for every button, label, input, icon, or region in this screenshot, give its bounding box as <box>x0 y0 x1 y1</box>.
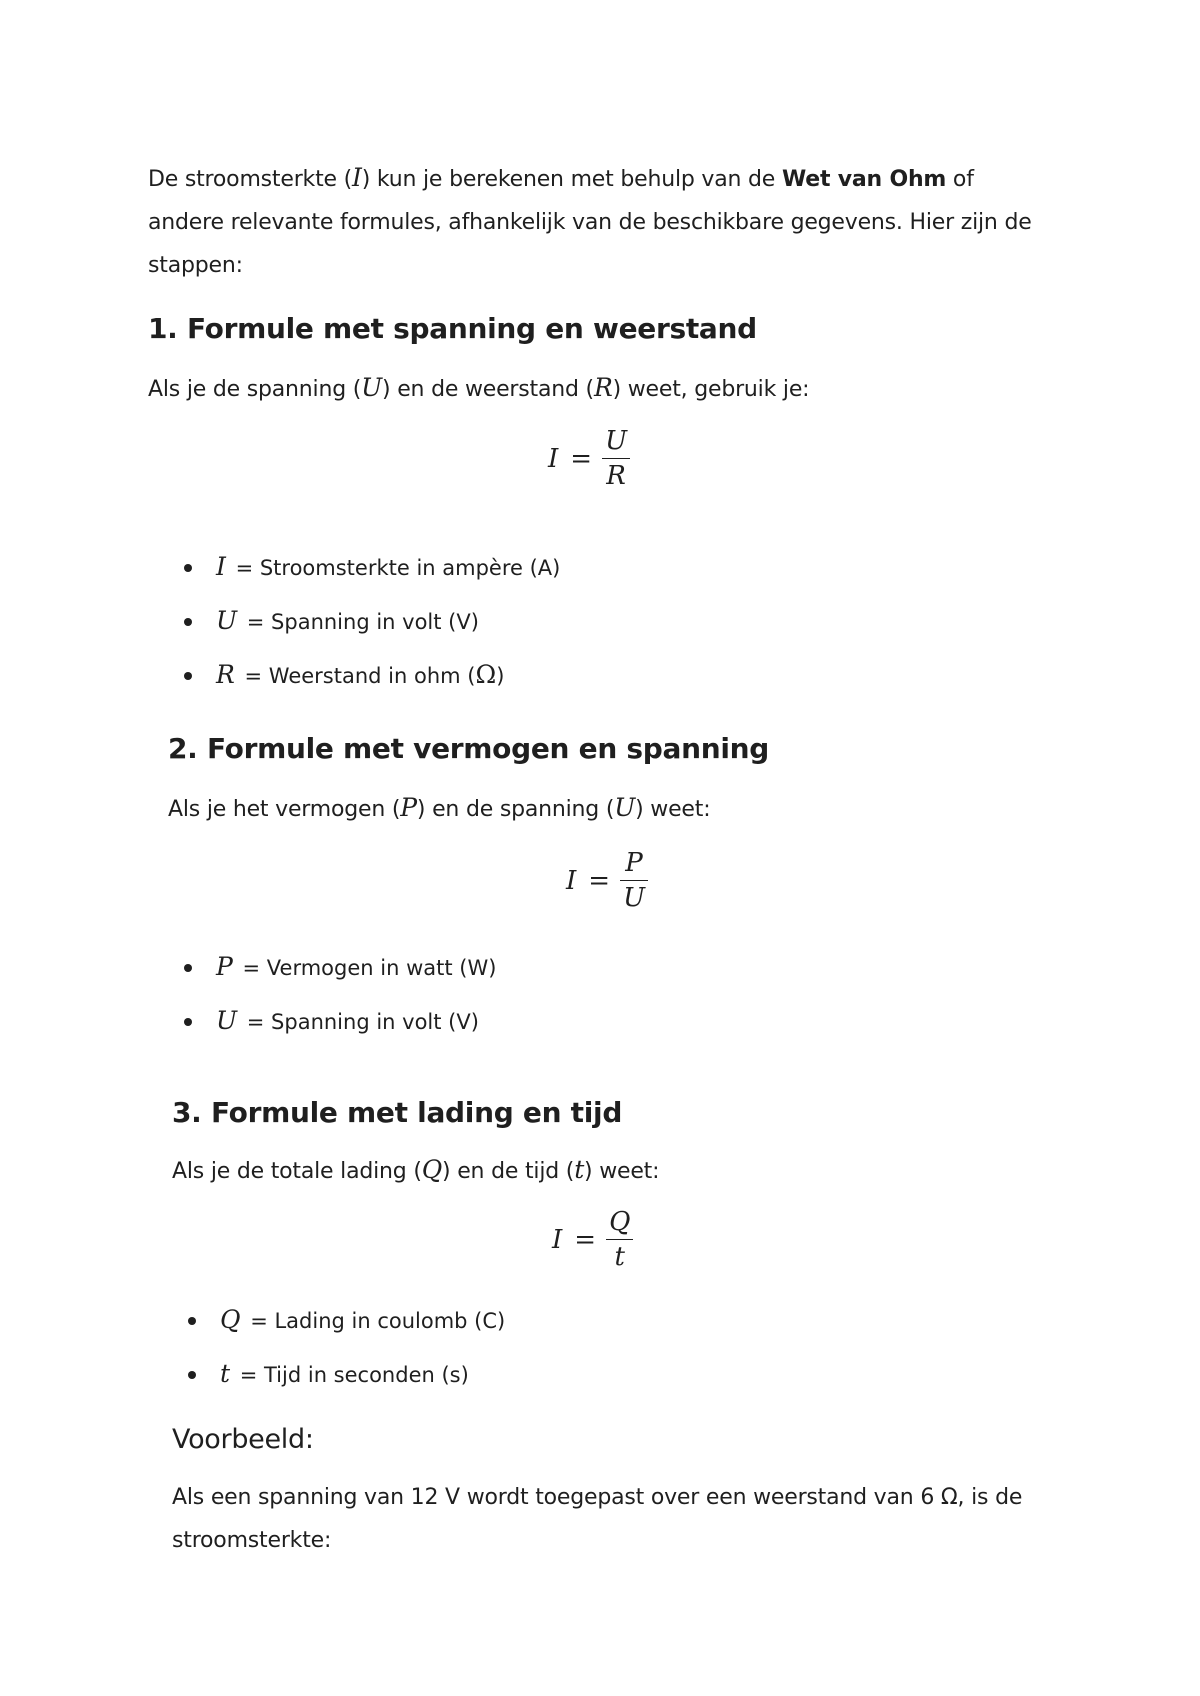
section-3-list <box>188 1293 505 1401</box>
list-item: U = Spanning in volt (V) <box>184 994 496 1048</box>
fraction-denominator: U <box>623 883 645 913</box>
list-item: R = Weerstand in ohm (Ω) <box>184 648 560 702</box>
intro-line-2: andere relevante formules, afhankelijk van de beschikbare gegevens. Hier zijn de <box>148 210 1032 235</box>
section-1-intro: Als je de spanning (U) en de weerstand (R) weet, gebruik je: <box>148 373 810 402</box>
fraction <box>602 424 630 493</box>
section-2-list <box>184 940 496 1048</box>
example-heading: Voorbeeld: <box>172 1424 314 1455</box>
fraction-numerator: Q <box>606 1205 633 1240</box>
list-item: I = Stroomsterkte in ampère (A) <box>184 540 560 594</box>
fraction-numerator: P <box>620 846 648 881</box>
fraction <box>606 1205 633 1274</box>
wet-van-ohm-bold: Wet van Ohm <box>781 167 947 192</box>
section-3-intro: Als je de totale lading (Q) en de tijd (t) weet: <box>172 1155 660 1184</box>
list-item: Q = Lading in coulomb (C) <box>188 1293 505 1347</box>
fraction-numerator: U <box>602 424 630 459</box>
section-1-list <box>184 540 560 702</box>
formula-i-q-t: I = $\frac{Q}{t}$ <box>552 1205 633 1274</box>
intro-line-1: De stroomsterkte (I) kun je berekenen met behulp van de Wet van Ohm of <box>148 163 974 192</box>
formula-i-u-r: I = $\frac{U}{R}$ <box>548 424 630 493</box>
list-item: t = Tijd in seconden (s) <box>188 1347 505 1401</box>
fraction-denominator: R <box>606 461 626 491</box>
symbol-i: I <box>352 163 362 192</box>
list-item: P = Vermogen in watt (W) <box>184 940 496 994</box>
section-2-intro: Als je het vermogen (P) en de spanning (U) weet: <box>168 793 711 822</box>
section-3-heading: 3. Formule met lading en tijd <box>172 1096 623 1129</box>
list-item: U = Spanning in volt (V) <box>184 594 560 648</box>
example-line-2: stroomsterkte: <box>172 1528 332 1553</box>
section-2-heading: 2. Formule met vermogen en spanning <box>168 732 770 765</box>
fraction <box>620 846 648 915</box>
section-1-heading: 1. Formule met spanning en weerstand <box>148 312 757 345</box>
intro-paragraph <box>148 156 1068 287</box>
formula-i-p-u: I = $\frac{P}{U}$ <box>566 846 648 915</box>
fraction-denominator: t <box>614 1242 625 1272</box>
intro-line-3: stappen: <box>148 253 243 278</box>
example-line-1: Als een spanning van 12 V wordt toegepast over een weerstand van 6 Ω, is de <box>172 1485 1023 1510</box>
example-paragraph <box>172 1476 1072 1562</box>
